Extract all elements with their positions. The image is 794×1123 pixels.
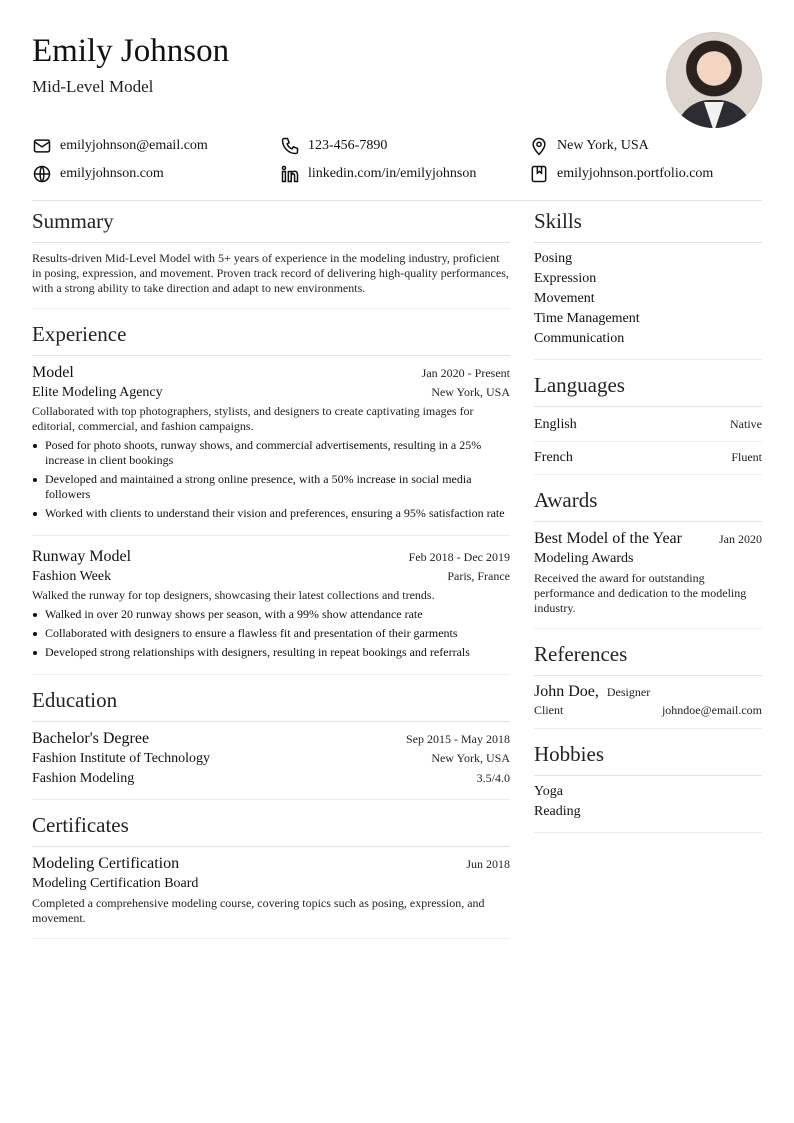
reference-role: Designer <box>606 685 651 699</box>
awards-heading: Awards <box>534 487 762 522</box>
experience-item <box>32 356 510 536</box>
references-section <box>534 641 762 729</box>
job-bullets <box>32 607 510 660</box>
skills-heading: Skills <box>534 208 762 243</box>
sidebar-column <box>534 200 762 833</box>
job-company: Elite Modeling Agency <box>32 385 163 400</box>
portfolio-icon <box>529 164 549 184</box>
skill-item: Posing <box>534 251 573 266</box>
contact-location <box>529 136 649 156</box>
hobby-item: Reading <box>534 804 581 819</box>
contact-linkedin[interactable] <box>280 164 476 184</box>
certificate-description: Completed a comprehensive modeling course, covering topics such as posing, expression, and movement. <box>32 896 485 925</box>
job-role: Model <box>32 364 74 381</box>
portfolio-text: emilyjohnson.portfolio.com <box>557 166 714 181</box>
education-heading: Education <box>32 687 510 722</box>
language-level: Fluent <box>731 450 762 464</box>
contact-website[interactable] <box>32 164 164 184</box>
languages-list <box>534 407 762 474</box>
skill-item: Time Management <box>534 311 640 326</box>
location-text: New York, USA <box>557 138 649 153</box>
hobbies-section <box>534 741 762 833</box>
job-bullet: Walked in over 20 runway shows per season, with a 99% show attendance rate <box>32 607 510 622</box>
language-name: French <box>534 450 573 465</box>
certificate-name: Modeling Certification <box>32 855 180 872</box>
job-role: Runway Model <box>32 548 132 565</box>
certificate-issuer: Modeling Certification Board <box>32 876 199 891</box>
contact-portfolio[interactable] <box>529 164 713 184</box>
job-bullet: Developed strong relationships with designers, resulting in repeat bookings and referrals <box>32 645 510 660</box>
job-location: New York, USA <box>431 385 510 399</box>
hobbies-heading: Hobbies <box>534 741 762 776</box>
summary-section <box>32 208 510 309</box>
gpa: 3.5/4.0 <box>476 771 510 785</box>
experience-item <box>32 536 510 675</box>
languages-section <box>534 372 762 475</box>
skills-list <box>534 249 762 349</box>
certificates-heading: Certificates <box>32 812 510 847</box>
job-bullet: Developed and maintained a strong online presence, with a 50% increase in social media followers <box>32 472 510 502</box>
award-date: Jan 2020 <box>719 532 762 546</box>
language-level: Native <box>730 417 762 431</box>
award-issuer: Modeling Awards <box>534 551 634 566</box>
language-name: English <box>534 417 577 432</box>
awards-section <box>534 487 762 629</box>
job-dates: Feb 2018 - Dec 2019 <box>408 550 510 564</box>
award-name: Best Model of the Year <box>534 530 682 547</box>
reference-item <box>534 676 762 718</box>
certificates-section <box>32 812 510 939</box>
job-company: Fashion Week <box>32 569 112 584</box>
summary-heading: Summary <box>32 208 510 243</box>
language-row <box>534 409 762 442</box>
summary-text: Results-driven Mid-Level Model with 5+ years of experience in the modeling industry, proficient in posing, expression, and movement. Proven track record of delivering high-quality performances, with a strong ability to take direction and adapt to new environments. <box>32 251 509 295</box>
profile-photo <box>666 32 762 128</box>
location-pin-icon <box>529 136 549 156</box>
school-name: Fashion Institute of Technology <box>32 751 211 766</box>
education-section <box>32 687 510 800</box>
skills-section <box>534 208 762 360</box>
skill-item: Expression <box>534 271 597 286</box>
job-bullet: Posed for photo shoots, runway shows, and commercial advertisements, resulting in a 25% increase in client bookings <box>32 438 510 468</box>
job-location: Paris, France <box>447 569 510 583</box>
education-item <box>32 722 510 800</box>
linkedin-icon <box>280 164 300 184</box>
contact-email[interactable] <box>32 136 208 156</box>
main-column <box>32 200 510 939</box>
reference-name: John Doe, <box>534 683 599 700</box>
reference-relation: Client <box>534 703 564 717</box>
field-of-study: Fashion Modeling <box>32 771 135 786</box>
experience-heading: Experience <box>32 321 510 356</box>
skill-item: Movement <box>534 291 595 306</box>
job-bullet: Worked with clients to understand their vision and preferences, ensuring a 95% satisfaction rate <box>32 506 510 521</box>
references-heading: References <box>534 641 762 676</box>
skill-item: Communication <box>534 331 625 346</box>
school-location: New York, USA <box>431 751 510 765</box>
job-description: Walked the runway for top designers, showcasing their latest collections and trends. <box>32 588 435 602</box>
hobbies-list <box>534 782 762 822</box>
email-text: emilyjohnson@email.com <box>60 138 208 153</box>
candidate-name: Emily Johnson <box>32 33 230 69</box>
globe-icon <box>32 164 52 184</box>
job-bullets <box>32 438 510 521</box>
website-text: emilyjohnson.com <box>60 166 164 181</box>
languages-heading: Languages <box>534 372 762 407</box>
award-description: Received the award for outstanding performance and dedication to the modeling industry. <box>534 571 747 615</box>
hobby-item: Yoga <box>534 784 563 799</box>
resume-header <box>32 30 762 130</box>
certificate-date: Jun 2018 <box>466 857 510 871</box>
phone-text: 123-456-7890 <box>308 138 388 153</box>
education-dates: Sep 2015 - May 2018 <box>406 732 510 746</box>
phone-icon <box>280 136 300 156</box>
degree-name: Bachelor's Degree <box>32 730 150 747</box>
mail-icon <box>32 136 52 156</box>
award-item <box>534 522 762 616</box>
certificate-item <box>32 847 510 939</box>
candidate-title: Mid-Level Model <box>32 77 154 96</box>
job-description: Collaborated with top photographers, stylists, and designers to create captivating images for editorial, commercial, and fashion campaigns. <box>32 404 474 433</box>
language-row <box>534 442 762 474</box>
reference-email[interactable]: johndoe@email.com <box>661 703 762 717</box>
job-bullet: Collaborated with designers to ensure a flawless fit and presentation of their garments <box>32 626 510 641</box>
job-dates: Jan 2020 - Present <box>421 366 510 380</box>
experience-section <box>32 321 510 675</box>
linkedin-text: linkedin.com/in/emilyjohnson <box>308 166 477 181</box>
contact-phone[interactable] <box>280 136 387 156</box>
